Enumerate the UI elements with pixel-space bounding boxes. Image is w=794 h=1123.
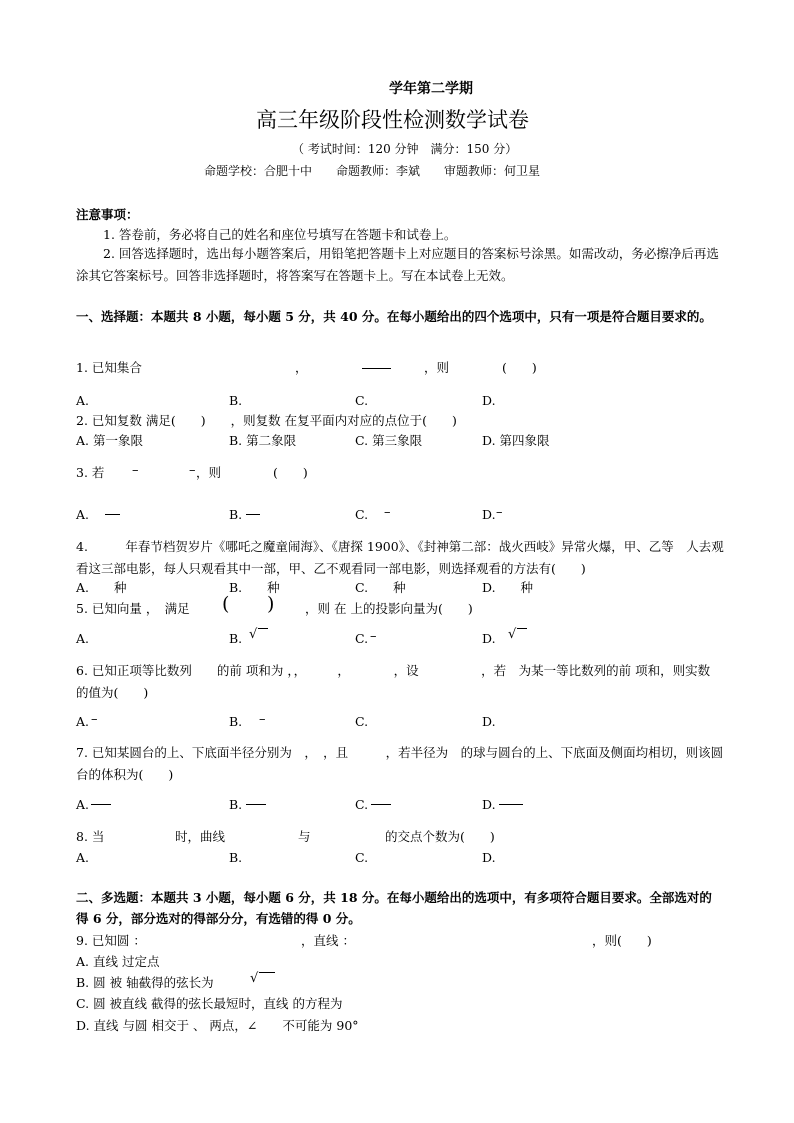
q9-option-b: B. 圆 被 轴截得的弦长为 xyxy=(76,975,214,990)
q9-then: ，则( ) xyxy=(592,933,652,948)
q5-right-paren: ) xyxy=(267,593,275,615)
q3-stem: 3. 若 xyxy=(76,465,105,480)
q7-c-fraction-bar xyxy=(371,804,391,805)
q9-option-c: C. 圆 被直线 截得的弦长最短时，直线 的方程为 xyxy=(76,996,343,1011)
q3-option-c: C. xyxy=(355,507,369,522)
q1-stem: 1. 已知集合 xyxy=(76,360,142,375)
section-1-heading: 一、选择题：本题共 8 小题，每小题 5 分，共 40 分。在每小题给出的四个选项中，只有一项是符合题目要求的。 xyxy=(76,309,712,324)
q8-mid: 时，曲线 xyxy=(175,829,226,844)
q3-option-d: D. xyxy=(482,507,496,522)
q5-d-sqrt-sign: √ xyxy=(508,627,517,642)
q7-a-fraction-bar xyxy=(91,804,111,805)
q1-fraction-bar xyxy=(362,368,391,369)
q5-tail: ，则 在 上的投影向量为( ) xyxy=(305,601,473,616)
q6-stem: 6. 已知正项等比数列 的前 项和为 ，， ， ，设 ，若 为某一等比数列的前 项和，则实数 的值为( ) xyxy=(76,663,711,700)
q1-option-c: C. xyxy=(355,393,369,408)
q1-paren: ( ) xyxy=(502,360,537,375)
q8-option-a: A. xyxy=(76,850,90,865)
q1-comma: ， xyxy=(295,360,308,375)
q3-then: ，则 xyxy=(196,465,222,480)
q9-stem: 9. 已知圆 ： xyxy=(76,933,146,948)
q7-d-fraction-bar xyxy=(499,804,523,805)
q5-stem: 5. 已知向量 ， 满足 xyxy=(76,601,190,616)
q3-option-b: B. xyxy=(229,507,243,522)
q5-b-sqrt-sign: √ xyxy=(249,627,258,642)
q5-option-a: A. xyxy=(76,631,90,646)
q5-c-minus-sign: – xyxy=(370,629,377,644)
q6-option-b: B. xyxy=(229,714,243,729)
notes-item-2: 2. 回答选择题时，选出每小题答案后，用铅笔把答题卡上对应题目的答案标号涂黑。如需改动，务必擦净后再选涂其它答案标号。回答非选择题时，将答案写在答题卡上。写在本试卷上无效。 xyxy=(76,246,719,283)
q5-option-d: D. xyxy=(482,631,496,646)
q7-option-d: D. xyxy=(482,797,496,812)
q9-option-d: D. 直线 与圆 相交于 、 两点，∠ 不可能为 90° xyxy=(76,1018,359,1033)
q9-b-sqrt-bar xyxy=(259,972,275,973)
q3-option-a: A. xyxy=(76,507,90,522)
q8-option-c: C. xyxy=(355,850,369,865)
q3-a-fraction-bar xyxy=(105,514,120,515)
q1-option-b: B. xyxy=(229,393,243,408)
q1-then: ，则 xyxy=(424,360,450,375)
q4-option-a: A. 种 xyxy=(76,580,127,595)
q8-option-d: D. xyxy=(482,850,496,865)
q3-paren: ( ) xyxy=(273,465,308,480)
q4-option-d: D. 种 xyxy=(482,580,534,595)
q5-left-paren: ( xyxy=(222,593,230,615)
q7-option-c: C. xyxy=(355,797,369,812)
q7-b-fraction-bar xyxy=(246,804,266,805)
q2-option-a: A. 第一象限 xyxy=(76,433,143,448)
q3-minus-sign: – xyxy=(132,463,139,478)
q2-stem: 2. 已知复数 满足( ) ，则复数 在复平面内对应的点位于( ) xyxy=(76,413,457,428)
q6-option-d: D. xyxy=(482,714,496,729)
q7-option-a: A. xyxy=(76,797,90,812)
q5-option-b: B. xyxy=(229,631,243,646)
q9-option-a: A. 直线 过定点 xyxy=(76,954,160,969)
section-2-heading: 二、多选题：本题共 3 小题，每小题 6 分，共 18 分。在每小题给出的选项中，有多项符合题目要求。全部选对的得 6 分，部分选对的得部分分，有选错的得 0 分。 xyxy=(76,890,712,926)
q2-option-b: B. 第二象限 xyxy=(229,433,297,448)
q5-option-c: C. xyxy=(355,631,369,646)
q4-stem: 4. 年春节档贺岁片《哪吒之魔童闹海》、《唐探 1900》、《封神第二部：战火西岐》异常火爆，甲、乙等 人去观看这三部电影，每人只观看其中一部，甲、乙不观看同一部电影，则选择观看的方法有( ) xyxy=(76,539,724,576)
q3-minus-sign: – xyxy=(189,463,196,478)
q3-b-fraction-bar xyxy=(246,514,260,515)
exam-authors: 命题学校：合肥十中 命题教师：李斌 审题教师：何卫星 xyxy=(204,164,541,178)
q9-line: ，直线 ： xyxy=(301,933,355,948)
q2-option-c: C. 第三象限 xyxy=(355,433,423,448)
q7-option-b: B. xyxy=(229,797,243,812)
q6-a-minus-sign: – xyxy=(91,712,98,727)
term-title: 学年第二学期 xyxy=(389,81,473,97)
q4-option-b: B. 种 xyxy=(229,580,280,595)
q3-c-minus-sign: – xyxy=(384,505,391,520)
q1-option-a: A. xyxy=(76,393,90,408)
q5-d-sqrt-bar xyxy=(517,628,527,629)
q3-d-minus-sign: – xyxy=(496,505,503,520)
exam-info: （ 考试时间：120 分钟 满分：150 分） xyxy=(292,142,518,156)
notes-item-1: 1. 答卷前，务必将自己的姓名和座位号填写在答题卡和试卷上。 xyxy=(103,227,457,242)
q1-option-d: D. xyxy=(482,393,496,408)
q4-option-c: C. 种 xyxy=(355,580,406,595)
q6-option-a: A. xyxy=(76,714,90,729)
q2-option-d: D. 第四象限 xyxy=(482,433,550,448)
page-title: 高三年级阶段性检测数学试卷 xyxy=(256,108,529,132)
q7-stem: 7. 已知某圆台的上、下底面半径分别为 ， ，且 ，若半径为 的球与圆台的上、下底面及侧面均相切，则该圆台的体积为( ) xyxy=(76,745,724,782)
q8-option-b: B. xyxy=(229,850,243,865)
q6-option-c: C. xyxy=(355,714,369,729)
q8-with: 与 xyxy=(298,829,311,844)
q6-b-minus-sign: – xyxy=(259,712,266,727)
q5-b-sqrt-bar xyxy=(258,628,268,629)
q8-stem: 8. 当 xyxy=(76,829,105,844)
notes-heading: 注意事项： xyxy=(76,207,139,222)
q8-tail: 的交点个数为( ) xyxy=(385,829,495,844)
q9-b-sqrt-sign: √ xyxy=(250,971,259,986)
